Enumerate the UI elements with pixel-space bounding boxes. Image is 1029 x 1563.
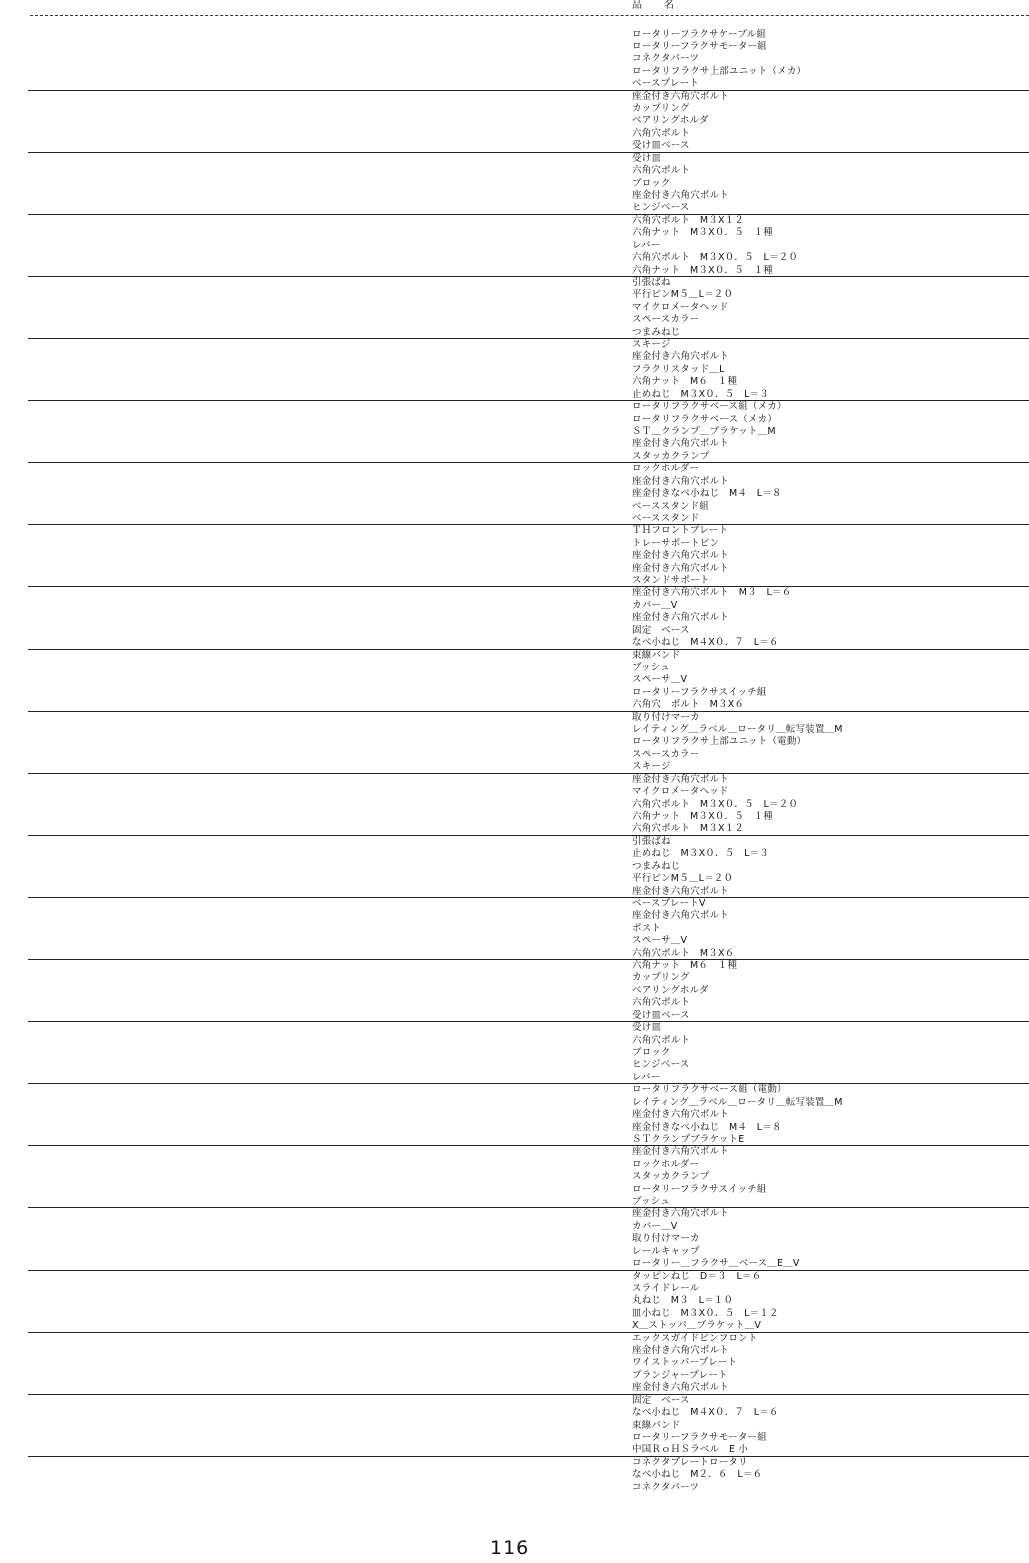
group-divider [28, 835, 1029, 836]
part-name: なべ小ねじ M４X０．７ L＝６ [632, 637, 779, 649]
header-dashed-rule [30, 15, 1029, 16]
part-name: ロータリーフラクサモーター組 [632, 40, 767, 52]
part-name: レイティング＿ラベル＿ロータリ＿転写装置＿M [632, 724, 843, 735]
part-name: 座金付き六角穴ボルト M３ L＝６ [632, 587, 792, 599]
group-divider [28, 1145, 1029, 1146]
part-name: 六角ナット M６ １種 [632, 960, 738, 971]
part-name: 固定 ベース [632, 624, 690, 636]
part-name: 座金付き六角穴ボルト [632, 612, 730, 624]
part-name: 座金付き六角穴ボルト [632, 885, 730, 897]
part-name: スタンドサポート [632, 575, 710, 586]
part-name: 受け皿ベース [632, 1009, 690, 1021]
group-divider [28, 1083, 1029, 1084]
part-name: 座金付き六角穴ボルト [632, 550, 730, 562]
part-name: 六角穴ボルト M３X６ [632, 947, 735, 959]
part-name: 座金付き六角穴ボルト [632, 351, 730, 363]
group-divider [28, 897, 1029, 898]
part-name: トレーサポートピン [632, 537, 720, 549]
part-name: ＴＨフロントプレート [632, 525, 729, 537]
part-name: 丸ねじ M３ L＝１０ [632, 1295, 734, 1307]
part-name: ロータリフラクサ上部ユニット（電動） [632, 736, 807, 748]
group-divider [28, 1207, 1029, 1208]
part-name: ロータリーフラクサスイッチ組 [632, 1183, 767, 1195]
part-name: 止めねじ M３X０．５ L＝３ [632, 388, 769, 400]
part-name: カバー＿V [632, 1220, 678, 1232]
part-name: ベースプレート [632, 78, 700, 90]
part-name: 座金付きなべ小ねじ M４ L＝８ [632, 488, 782, 499]
part-name: ロータリフラクサベース（メカ） [632, 413, 778, 425]
group-divider [28, 586, 1029, 587]
part-name: なべ小ねじ M４X０．７ L＝６ [632, 1407, 779, 1419]
group-divider [28, 711, 1029, 712]
part-name: 固定 ベース [632, 1394, 690, 1406]
part-name: ロックホルダー [632, 463, 700, 475]
part-name: ロータリフラクサベース組（メカ） [632, 401, 787, 413]
part-name: ＳＴ＿クランプ＿ブラケット＿M [632, 425, 776, 437]
part-name: 六角ナット M６ １種 [632, 376, 738, 388]
part-name: 座金付き六角穴ボルト [632, 438, 730, 450]
group-divider [28, 1270, 1029, 1271]
part-name: 平行ピンM５＿L＝２０ [632, 873, 734, 885]
part-name: ヒンジベース [632, 202, 690, 214]
part-name: スキージ [632, 761, 671, 773]
part-name: ロータリフラクサベース組（電動） [632, 1084, 787, 1096]
group-divider [28, 400, 1029, 401]
part-name: 引張ばね [632, 276, 671, 288]
part-name: スペーサ＿V [632, 935, 688, 947]
column-header-label: 品 名 [632, 0, 680, 11]
part-name: 引張ばね [632, 835, 671, 847]
part-name: 受け皿 [632, 152, 662, 164]
part-name: ポスト [632, 922, 662, 934]
part-name: 止めねじ M３X０．５ L＝３ [632, 848, 769, 860]
part-name: 六角穴ボルト [632, 165, 691, 177]
group-divider [28, 214, 1029, 215]
part-name: なべ小ねじ M２．６ L＝６ [632, 1469, 763, 1481]
part-name: マイクロメータヘッド [632, 786, 729, 798]
part-name: 座金付き六角穴ボルト [632, 1382, 730, 1394]
part-name: レバー [632, 239, 661, 251]
part-name: レイティング＿ラベル＿ロータリ＿転写装置＿M [632, 1096, 843, 1108]
group-divider [28, 1332, 1029, 1333]
part-name: マイクロメータヘッド [632, 301, 729, 313]
part-name: 六角穴ボルト [632, 997, 691, 1009]
part-name: ベアリングホルダ [632, 115, 709, 127]
part-name: 六角ナット M３X０．５ １種 [632, 264, 774, 276]
part-name: 座金付き六角穴ボルト [632, 1208, 730, 1220]
part-name: スタッカクランプ [632, 450, 710, 462]
part-name: ロックホルダー [632, 1158, 700, 1170]
part-name: カバー＿V [632, 599, 678, 611]
part-name: 取り付けマーカ [632, 711, 700, 723]
part-name: 六角ナット M３X０．５ １種 [632, 227, 774, 239]
part-name: 六角穴ボルト M３X０．５ L＝２０ [632, 252, 799, 264]
group-divider [28, 338, 1029, 339]
part-name: スペースカラー [632, 314, 700, 326]
part-name: 座金付き六角穴ボルト [632, 1146, 730, 1158]
group-divider [28, 1021, 1029, 1022]
part-name: カップリング [632, 972, 690, 984]
part-name: 座金付き六角穴ボルト [632, 1109, 730, 1120]
part-name: 座金付き六角穴ボルト [632, 475, 730, 487]
group-divider [28, 462, 1029, 463]
part-name: 束線バンド [632, 649, 681, 661]
group-divider [28, 90, 1029, 91]
part-name: ブロック [632, 1046, 671, 1058]
part-name: スタッカクランプ [632, 1171, 710, 1183]
part-name: 六角穴ボルト M３X１２ [632, 823, 745, 835]
part-name: 六角穴 ボルト M３X６ [632, 699, 745, 711]
part-name: ロータリフラクサ上部ユニット（メカ） [632, 65, 807, 77]
group-divider [28, 1394, 1029, 1395]
part-name: ベーススタンド組 [632, 500, 710, 512]
part-name: 六角ナット M３X０．５ １種 [632, 811, 774, 822]
part-name: 束線バンド [632, 1419, 681, 1431]
part-name: 座金付き六角穴ボルト [632, 773, 730, 785]
part-name: 座金付き六角穴ボルト [632, 562, 730, 574]
part-name: 座金付き六角穴ボルト [632, 90, 730, 102]
part-name: ブッシュ [632, 661, 670, 673]
part-name: つまみねじ [632, 860, 681, 872]
part-name: 平行ピンM５＿L＝２０ [632, 289, 734, 301]
part-name: X＿ストッパ＿ブラケット＿V [632, 1320, 762, 1332]
group-divider [28, 276, 1029, 277]
part-name: ＳＴクランプブラケットE [632, 1133, 745, 1145]
group-divider [28, 773, 1029, 774]
part-name: スペースカラー [632, 748, 700, 760]
part-name: コネクタパーツ [632, 53, 700, 65]
part-name: 取り付けマーカ [632, 1233, 700, 1245]
part-name: フラクリスタッド＿L [632, 363, 725, 375]
group-divider [28, 1456, 1029, 1457]
part-name: スライドレール [632, 1282, 700, 1294]
part-name: ブッシュ [632, 1196, 670, 1207]
part-name: 座金付き六角穴ボルト [632, 910, 730, 922]
page-number: 116 [490, 1537, 530, 1559]
part-name: 座金付きなべ小ねじ M４ L＝８ [632, 1121, 782, 1133]
part-name: ブロック [632, 177, 671, 189]
part-name: 六角穴ボルト [632, 127, 691, 139]
part-name: ワイストッパープレート [632, 1357, 738, 1369]
part-name: カップリング [632, 103, 690, 114]
part-name: コネクタプレートロータリ [632, 1456, 748, 1468]
part-name: プランジャープレート [632, 1369, 728, 1381]
group-divider [28, 152, 1029, 153]
part-name: 受け皿 [632, 1022, 662, 1034]
group-divider [28, 524, 1029, 525]
part-name: エックスガイドピンフロント [632, 1332, 758, 1344]
part-name: 受け皿ベース [632, 140, 690, 152]
part-name: ヒンジベース [632, 1059, 690, 1071]
group-divider [28, 649, 1029, 650]
part-name: レールキャップ [632, 1245, 700, 1257]
part-name: ベースプレートV [632, 897, 706, 909]
part-name: タッピンねじ D＝３ L＝６ [632, 1270, 762, 1282]
part-name: 六角穴ボルト [632, 1034, 691, 1046]
part-name: 六角穴ボルト M３X１２ [632, 214, 745, 226]
part-name: 皿小ねじ M３X０．５ L＝１２ [632, 1307, 779, 1319]
part-name: 六角穴ボルト M３X０．５ L＝２０ [632, 798, 799, 810]
part-name: ベーススタンド [632, 512, 700, 524]
part-name: ロータリーフラクサモーター組 [632, 1432, 767, 1443]
part-name: 座金付き六角穴ボルト [632, 190, 730, 201]
part-name: つまみねじ [632, 326, 681, 338]
part-name: ロータリー＿フラクサ＿ベース＿E＿V [632, 1258, 800, 1270]
part-name: 中国ＲｏＨＳラベル E 小 [632, 1444, 749, 1456]
part-name: コネクタパーツ [632, 1481, 700, 1493]
part-name: レバー [632, 1071, 661, 1083]
group-divider [28, 959, 1029, 960]
part-name: ベアリングホルダ [632, 984, 709, 996]
part-name: スキージ [632, 339, 671, 350]
part-name: 座金付き六角穴ボルト [632, 1345, 730, 1356]
part-name: ロータリーフラクサスイッチ組 [632, 686, 767, 698]
part-name: ロータリーフラクサケーブル組 [632, 28, 767, 40]
part-name: スペーサ＿V [632, 674, 688, 686]
